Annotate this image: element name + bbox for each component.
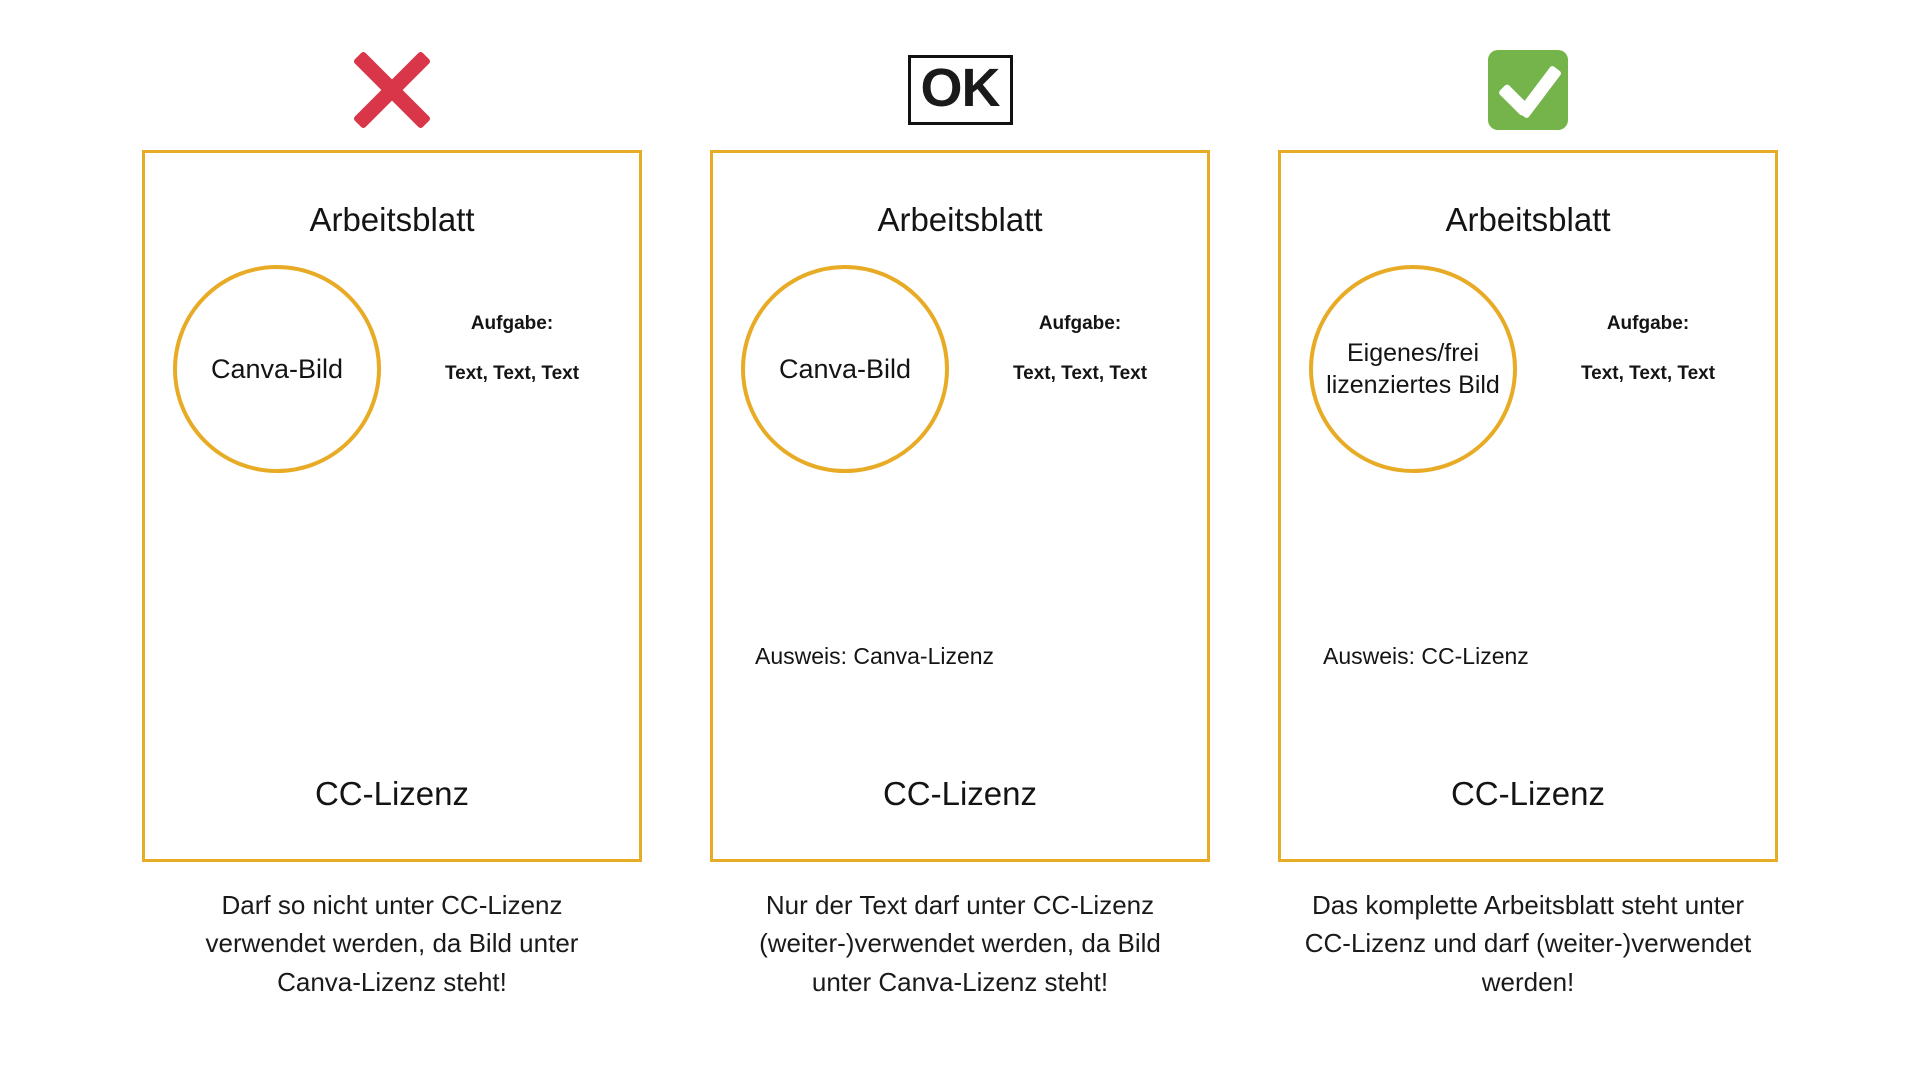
status-area (1488, 30, 1568, 150)
worksheet-body (1281, 265, 1775, 669)
worksheet-licence-footer: CC-Lizenz (1450, 775, 1606, 812)
image-placeholder-circle (1309, 265, 1517, 473)
task-text: Text, Text, Text (1012, 363, 1148, 384)
image-placeholder-label: Canva-Bild (210, 353, 344, 384)
image-placeholder-circle (173, 265, 381, 473)
worksheet-licence-footer: CC-Lizenz (882, 775, 1038, 812)
worksheet-title: Arbeitsblatt (309, 201, 475, 238)
image-placeholder-circle (741, 265, 949, 473)
task-block (1533, 313, 1763, 385)
task-block (965, 313, 1195, 385)
task-block (397, 313, 627, 385)
case-caption: Nur der Text darf unter CC-Lizenz (weiter-)verwendet werden, da Bild unter Canva-Lizenz steht! (759, 890, 1161, 997)
task-title: Aufgabe: (1606, 313, 1690, 334)
case-caption: Das komplette Arbeitsblatt steht unter CC-Lizenz und darf (weiter-)verwendet werden! (1304, 890, 1752, 997)
task-title: Aufgabe: (470, 313, 554, 334)
image-licence-badge: Ausweis: CC-Lizenz (1323, 643, 1529, 669)
ok-box-icon: OK (908, 55, 1013, 126)
worksheet-title: Arbeitsblatt (877, 201, 1043, 238)
case-column-not-allowed (132, 30, 652, 1001)
worksheet-body (713, 265, 1207, 669)
worksheet-card (710, 150, 1210, 862)
cross-icon (344, 42, 440, 138)
task-text: Text, Text, Text (1580, 363, 1716, 384)
task-title: Aufgabe: (1038, 313, 1122, 334)
status-area (908, 30, 1013, 150)
image-placeholder-label: Canva-Bild (778, 353, 912, 384)
check-icon (1488, 50, 1568, 130)
worksheet-licence-footer: CC-Lizenz (314, 775, 470, 812)
case-column-allowed (1268, 30, 1788, 1001)
worksheet-body (145, 265, 639, 475)
worksheet-title: Arbeitsblatt (1445, 201, 1611, 238)
worksheet-card (1278, 150, 1778, 862)
task-text: Text, Text, Text (444, 363, 580, 384)
image-licence-badge: Ausweis: Canva-Lizenz (755, 643, 995, 669)
case-column-text-only (700, 30, 1220, 1001)
case-caption: Darf so nicht unter CC-Lizenz verwendet werden, da Bild unter Canva-Lizenz steht! (205, 890, 579, 997)
image-placeholder-label: Eigenes/frei lizenziertes Bild (1326, 339, 1500, 399)
status-area (344, 30, 440, 150)
worksheet-card (142, 150, 642, 862)
